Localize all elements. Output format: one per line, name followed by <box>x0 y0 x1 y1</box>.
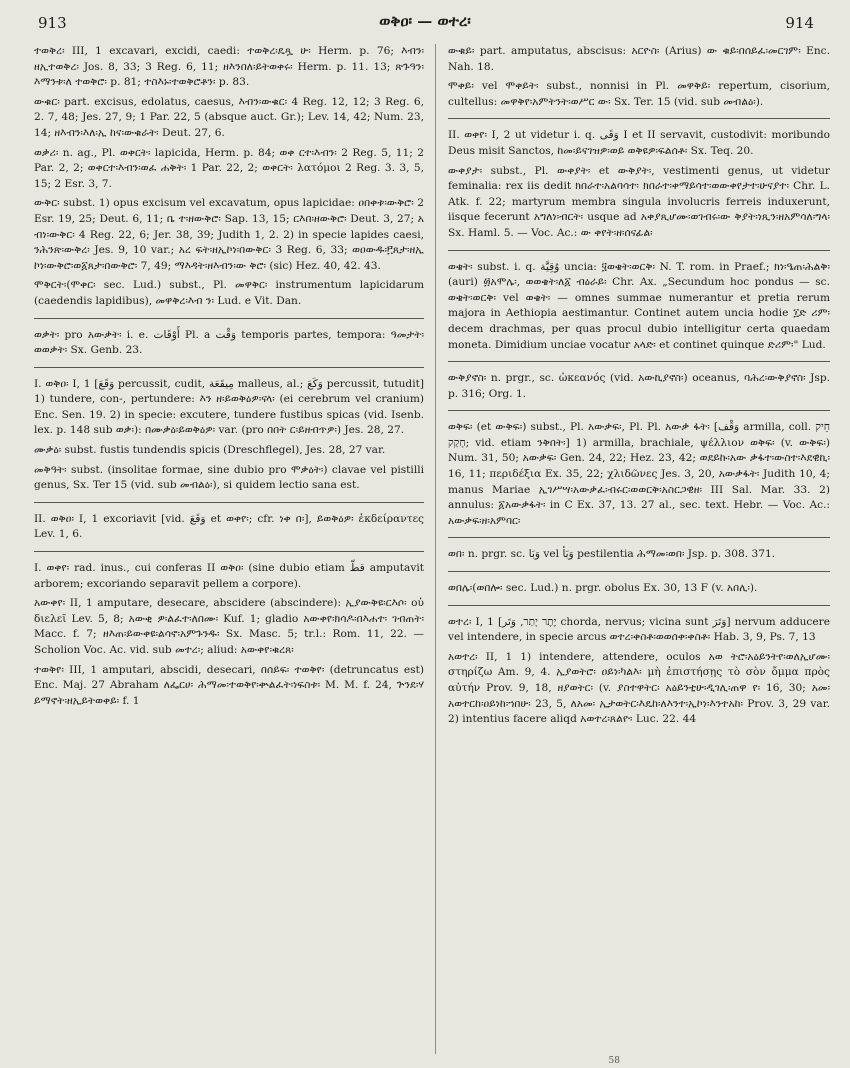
entry-separator <box>34 502 424 503</box>
dictionary-entry: ወበሌ፡(ወበሎ፡ sec. Lud.) n. prgr. obolus Ex. 30, 13 F (v. አበሊ፡). <box>448 582 758 595</box>
page-number-right: 914 <box>785 14 814 32</box>
dictionary-entry: ወቃት፡ pro አውቃት፡ i. e. أَوْقَات Pl. a وَقْت temporis partes, tempora: ዓመታት፡ወወቃት፡ Sx. Genb. 23. <box>34 328 424 357</box>
dictionary-entry: ወተረ፡ I, 1 [יֶתֶר יָתַר, وَتَر chorda, nervus; vicina sunt وَتَرَ] nervum adducere vel intendere, in specie arcus ወተረ፡ቀስቶ፡ወወሰቀ፡ቀስቶ፡ Hab. 3, 9, Ps. 7, 13 <box>448 615 830 644</box>
dictionary-entry: ወቅፍ፡ (et ውቅፍ፡) subst., Pl. አውቃፍ፡, Pl. Pl. አውቃ ፋት፡ [وَقْف armilla, coll. חֵיק חָקַק; vid. etiam ንቅበት፡] 1) armilla, brachiale, ψέλλιον ወቅፍ፡ (v. ውቅፍ፡) Num. 31, 50; አውቃፍ፡ Gen. 24, 22; Hez. 23, 42; ወደይኩ፡አው ቃፋተ፡ውስተ፡እደዊኪ፡ 16, 11; περιδέξια Ex. 35, 22; χλιδῶνες Jes. 3, 20, አውቃፋት፡ Judith 10, 4; manus Mariae ኢገሥሣ፡አውቃፈ፡ብሩር፡ወወርቅ፡አስርጋዊዘ፡ III Sal. Mar. 33. 2) annulus: ፩አውቃፋት፡ in C Ex. 37, 13. 27 al., sec. text. Hebr. — Voc. Ac.: አውቃፍ፡ዘ፡አምባር፡ <box>448 421 830 527</box>
entry-separator <box>448 571 830 572</box>
dictionary-entry: II. ወቀየ፡ I, 2 ut videtur i. q. وَقَى I et II servavit, custodivit: moribundo Deus misit Sanctos, ከመ፡ይናገዝዎ፡ወይ ወቅዩዎ፡ፍልሰቶ፡ Sx. Teq. 20. <box>448 129 830 157</box>
entry-separator <box>448 605 830 606</box>
entry-separator <box>448 118 830 119</box>
dictionary-entry: አውቀየ፡ II, 1 amputare, desecare, abscidere (abscindere): ኢያውቅዩ፡ርእሶ፡ οὐ διελεῖ Lev. 5, 8; አውቂ ዎ፡ልፈተ፡ለበሙ፡ Kuf. 1; gladio አውቀየ፡ክሳዶ፡በእሐተ፡ ገብጠት፡ Macc. f. 7; ዘእጠ፡ይውቀዩ፡ልሳኖ፡አምጉንዱ፡ Sx. Masc. 5; tr.l.: Rom. 11, 22. — Scholion Voc. Ac. vid. sub መተረ፡; aliud: አውቀየ፡ቁረጸ፡ <box>34 597 424 656</box>
signature-mark: 58 <box>608 1056 620 1066</box>
dictionary-entry: ሙቃዕ፡ subst. fustis tundendis spicis (Dreschflegel), Jes. 28, 27 var. <box>34 444 386 457</box>
dictionary-entry: ውቁር፡ part. excisus, edolatus, caesus, እብን፡ውቁር፡ 4 Reg. 12, 12; 3 Reg. 6, 2. 7, 48; Jes. 27, 9; 1 Par. 22, 5 (absque auct. Gr.); Lev. 14, 42; Num. 23, 14; ዘእብን፡እለ፡ኢ ከና፡ውቁራት፡ Deut. 27, 6. <box>34 95 424 139</box>
entry-separator <box>448 410 830 411</box>
dictionary-entry: ሞቅርት፡(ሞቀር፡ sec. Lud.) subst., Pl. መዋቅር፡ instrumentum lapicidarum (caedendis lapidibus), መዋቅረ፡እብ ን፡ Lud. e Vit. Dan. <box>34 279 424 307</box>
entry-separator <box>448 361 830 362</box>
entry-separator <box>448 250 830 251</box>
left-column <box>34 44 424 1060</box>
dictionary-entry: ውቅያኖስ፡ n. prgr., sc. ὠκεανός (vid. አውኪያኖስ፡) oceanus, ባሕረ፡ውቅያኖስ፡ Jsp. p. 316; Org. 1. <box>448 372 830 400</box>
dictionary-entry: ውቀያታ፡ subst., Pl. ውቀያት፡ et ውቅያት፡, vestimenti genus, ut videtur feminalia: rex iis dedit ክበራተ፡አልባሳተ፡ ክበራተ፡ቀማይሳተ፡ወውቀየታተ፡ሁናያተ፡ Chr. L. Atk. f. 22; martyrum membra singula involucris ferreis induxerunt, iisque fecerunt አግለነ፡ብርት፡ usque ad አቀያጺሆሙ፡ወገብሩ፡ው ቅያት፡ነጺን፡ዘአምሳለ፡ግላ፡ Sx. Haml. 5. — Voc. Ac.: ው ቀየት፡ዘ፡ሰናፊል፡ <box>448 164 830 239</box>
dictionary-entry: መቅዓት፡ subst. (insolitae formae, sine dubio pro ሞቃዕት፡) clavae vel pistilli genus, Sx. Ter 15 (vid. sub መብልዕ፡), si quidem lectio sana est. <box>34 463 424 492</box>
dictionary-entry: ውቁይ፡ part. amputatus, abscisus: አርዮስ፡ (Arius) ው ቁይ፡በሰይፈ፡መርገም፡ Enc. Nah. 18. <box>448 45 830 73</box>
dictionary-entry: አወተረ፡ II, 1 1) intendere, attendere, oculos አወ ትሮ፡አዕይንትየ፡ወለኢሆሙ፡ στηρίζω Am. 9, 4. ኢያወትሮ፡ ዐይነ፡ካልእ፡ μὴ ἐπιστήσῃς τὸ σὸν ὄμμα πρὸς αὐτήν Prov. 9, 18, ዘያወትር፡ (v. ያስተዋትር፡ አዕይንቲሁ፡ዲገሊ፡ጠዋ የ፡ 16, 30; አመ፡አወተርከ፡ዐይነከ፡ኀበሁ፡ 23, 5, ለአመ፡ ኢታወትር፡እዴከ፡ለእንተ፡ኢኮነ፡እንተአከ፡ Prov. 3, 29 var. 2) intentius facere aliqd አወተረ፡ጸልዮ፡ Luc. 22. 44 <box>448 650 830 726</box>
dictionary-entry: ውቅር፡ subst. 1) opus excisum vel excavatum, opus lapicidae: ዐበቀቱ፡ውቅሮ፡ 2 Esr. 19, 25; Deut. 6, 11; ቤ ተ፡ዘውቅሮ፡ Sap. 13, 15; ርእበ፡ዘውቅሮ፡ Deut. 3, 27; አ ብነ፡ውቅር፡ 4 Reg. 22, 6; Jer. 38, 39; Judith 1, 2. 2) in specie lapides caesi, ንሕንጽ፡ውቅረ፡ Jes. 9, 10 var.; አረ ፍት፡ዘኢኮነ፡በውቅር፡ 3 Reg. 6, 33; ወዐውዱ፡፫ጸታ፡ዘኢ ኮነ፡ውቅሮ፡ወ፩ጸታ፡በውቅሮ፡ 7, 49; ማእዳት፡ዘእብን፡ው ቅሮ፡ (sic) Hez. 40, 42. 43. <box>34 197 424 272</box>
dictionary-entry: ተወቅረ፡ III, 1 excavari, excidi, caedi: ተወቅረ፡ዴጿ ሁ፡ Herm. p. 76; እብን፡ዘኢተወቅረ፡ Jos. 8, 33; 3 Reg. 6, 11; ዘእንበለ፡ይትወቀሩ፡ Herm. p. 11. 13; ጽጉዓን፡እማንቱ፡ለ ተወቅሮ፡ p. 81; ተስእኑ፡ተወቅሮቶን፡ p. 83. <box>34 45 424 89</box>
dictionary-entry: ወቃሪ፡ n. ag., Pl. ወቀርት፡ lapicida, Herm. p. 84; ወቀ ርተ፡እብን፡ 2 Reg. 5, 11; 2 Par. 2, 2; ወቀርተ፡እብን፡ወፈ ሐቅት፡ 1 Par. 22, 2; ወቀርት፡ λατόμοι 2 Reg. 3. 3, 5, 15; 2 Esr. 3, 7. <box>34 146 424 190</box>
dictionary-entry: I. ወቀየ፡ rad. inus., cui conferas II ወቅዐ፡ (sine dubio etiam قطّ amputavit arborem; excoriando separavit pellem a corpore). <box>34 562 424 590</box>
dictionary-entry: II. ወቅዐ፡ I, 1 excoriavit [vid. وَقَعَ et ወቀየ፡; cfr. ነቀ በ፡], ይወቅዕዎ፡ ἐκδείραντες Lev. 1, 6. <box>34 512 424 541</box>
right-column <box>448 44 830 1060</box>
column-divider <box>435 44 436 1054</box>
entry-separator <box>34 551 424 552</box>
entry-separator <box>34 367 424 368</box>
dictionary-entry: ወቄት፡ subst. i. q. وُقِيَّة uncia: ፶ወቄት፡ወርቅ፡ N. T. rom. in Praef.; ክነ፡ዔጠ፡ሕልቅ፡ (auri) ፴አሞሌ፡, ወወቄት፡ለ፩ ብዕራይ፡ Chr. Ax. „Secundum hoc pondus — sc. ወቄት፡ወርቅ፡ vel ወቄት፡ — omnes summae numerantur et pretia rerum majora in Aethiopia aestimantur. Continet autem uncia hodie ፲ድ ሪም፡ decem drachmas, per quas procul dubio intelligitur certa quaedam moneta. Dimidium unciae vocatur አላድ፡ et continet quinque ድሪም፡" Lud. <box>448 260 830 351</box>
entry-separator <box>448 537 830 538</box>
dictionary-entry: ሞቀይ፡ vel ሞቀይት፡ subst., nonnisi in Pl. መዋቅይ፡ repertum, cisorium, cultellus: መዋቅየ፡አምትንት፡ወሥር ው፡ Sx. Ter. 15 (vid. sub መብልዕ፡). <box>448 80 830 108</box>
page-number-left: 913 <box>38 14 67 32</box>
dictionary-entry: ወበ፡ n. prgr. sc. وَبَا vel وَبَأ pestilentia ሕማመ፡ወበ፡ Jsp. p. 308. 371. <box>448 548 776 561</box>
running-head <box>0 0 850 38</box>
entry-separator <box>34 318 424 319</box>
dictionary-entry: I. ወቅዐ፡ I, 1 [وَقَعَ percussit, cudit, مِيقَعَة malleus, al.; وَكَعَ percussit, tutudit] 1) tundere, con-, pertundere: እን ዘ፡ይወቅዕዎ፡ናላ፡ (ei cerebrum vel cranium) Enc. Sen. 19. 2) in specie: excutere, tundere fustibus spicas (vid. Isenb. lex. p. 148 sub ወቃ፡): በሙቃዕ፡ይወቅዕዎ፡ var. (pro በበት ር፡ይዘብጥዎ፡) Jes. 28, 27. <box>34 377 424 437</box>
dictionary-entry: ተወቅየ፡ III, 1 amputari, abscidi, desecari, በሰይፍ፡ ተወቅየ፡ (detruncatus est) Enc. Maj. 27 Abraham ለፌርሀ፡ ሕማመ፡ተወቅየ፡ቍልፈት፡ነፍስቱ፡ M. M. f. 24, ጕንደ፡ሃ ይማኖት፡ዘኢይትወቀይ፡ f. 1 <box>34 663 424 707</box>
running-title: ወቅዐ፡ — ወተረ፡ <box>379 12 471 30</box>
